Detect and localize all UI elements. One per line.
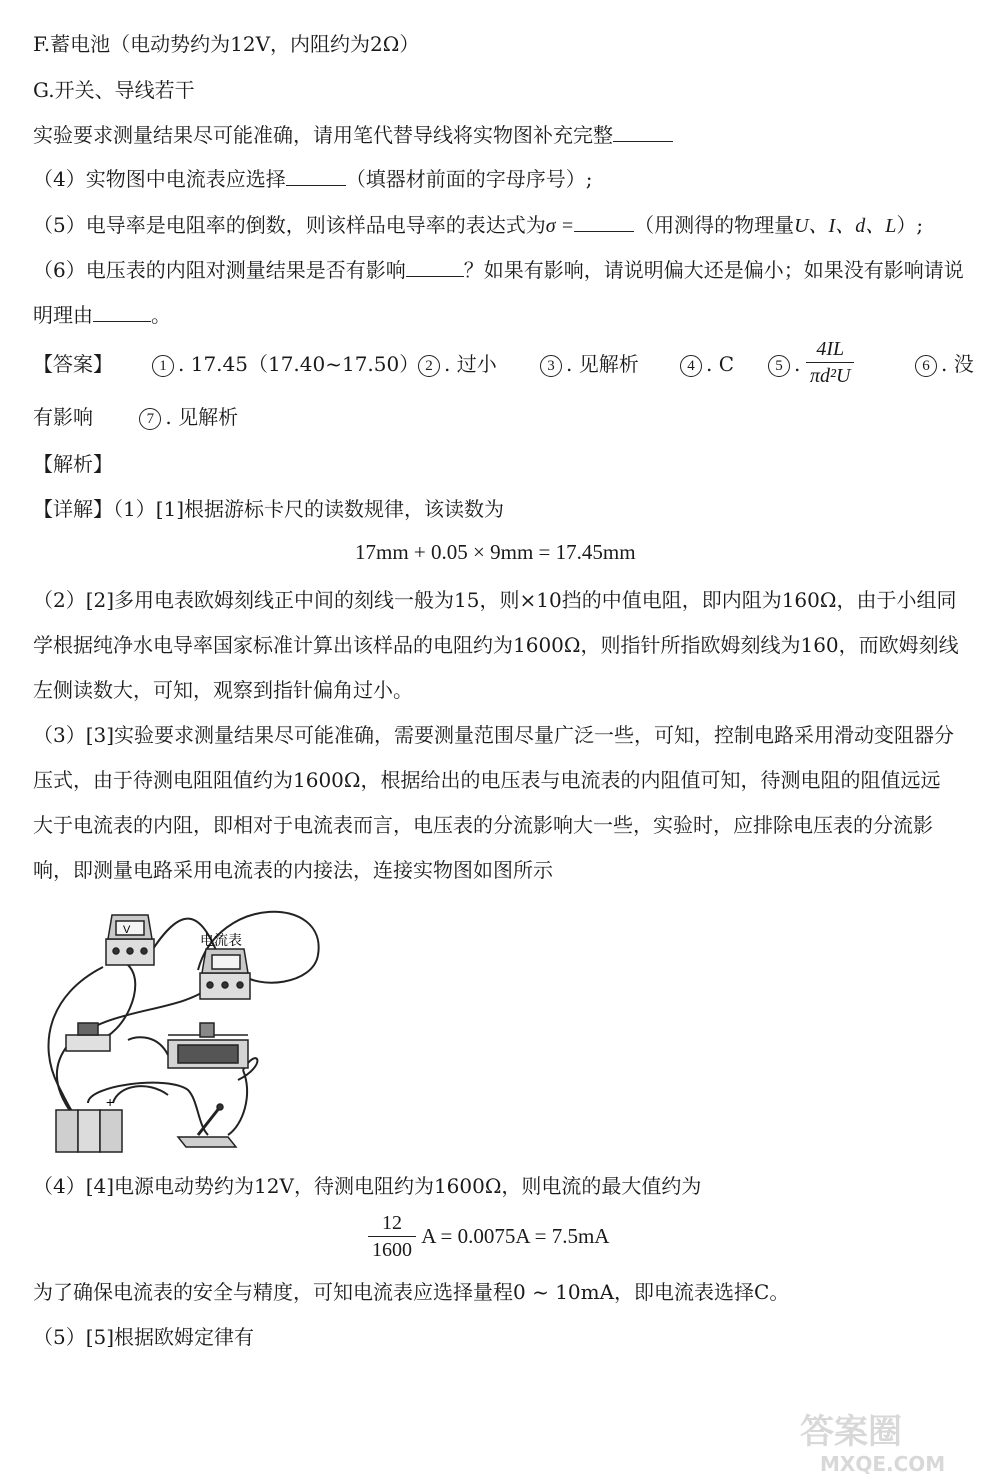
- ammeter-label: 电流表: [200, 933, 242, 949]
- wire: [98, 965, 135, 1040]
- answer-item-5: [768, 350, 800, 378]
- wire: [228, 1070, 247, 1135]
- answer-item-2: [418, 350, 497, 378]
- para-4-line-1: （4）[4]电源电动势约为12V，待测电阻约为1600Ω，则电流的最大值约为: [33, 1174, 702, 1198]
- question-3-text: [33, 121, 673, 149]
- fraction-numerator: 12: [368, 1210, 416, 1237]
- answer-cont-line: [33, 403, 238, 431]
- sigma-symbol: σ =: [545, 215, 575, 237]
- question-5-prompt: （5）电导率是电阻率的倒数，则该样品电导率的表达式为: [33, 213, 546, 237]
- question-4-text: [33, 165, 592, 193]
- para-3-line-1: （3）[3]实验要求测量结果尽可能准确，需要测量范围尽量广泛一些，可知，控制电路采用滑动变阻器分: [33, 723, 955, 747]
- voltmeter-label: V: [123, 924, 131, 936]
- circled-number: 5: [768, 355, 790, 377]
- para-4-line-2: 为了确保电流表的安全与精度，可知电流表应选择量程0 ~ 10mA，即电流表选择C。: [33, 1280, 790, 1304]
- question-5-vars: U、I、d、L: [794, 215, 897, 237]
- question-6-cont: ？如果有影响，请说明偏大还是偏小；如果没有影响请说: [463, 258, 964, 282]
- answer-5-fraction: [806, 336, 854, 389]
- battery-plus-label: +: [106, 1094, 115, 1110]
- question-5-text: [33, 211, 923, 240]
- answer-7-text: . 见解析: [165, 405, 239, 429]
- answer-text: . C: [706, 352, 735, 376]
- option-g: G.开关、导线若干: [33, 78, 195, 102]
- question-6-text: [33, 256, 964, 284]
- watermark-text-top: 答案圈: [800, 1412, 902, 1452]
- detail-intro: 【详解】（1）[1]根据游标卡尺的读数规律，该读数为: [33, 497, 505, 521]
- equation-2: [368, 1210, 609, 1263]
- circuit-diagram: [28, 895, 348, 1160]
- voltmeter-icon: [106, 915, 154, 965]
- answer-blank-3: [613, 121, 673, 142]
- para-2-line-3: 左侧读数大，可知，观察到指针偏角过小。: [33, 678, 413, 702]
- equation-1: 17mm + 0.05 × 9mm = 17.45mm: [355, 540, 636, 564]
- sample-resistor-icon: [66, 1023, 110, 1051]
- answer-blank-6: [406, 256, 464, 277]
- option-f: F.蓄电池（电动势约为12V，内阻约为2Ω）: [33, 32, 420, 56]
- circled-number: 1: [152, 355, 174, 377]
- answer-blank-4: [286, 165, 346, 186]
- circled-number: 6: [915, 355, 937, 377]
- fraction-numerator: 4IL: [806, 336, 854, 363]
- question-5-end: ）;: [896, 213, 924, 237]
- answer-label: 【答案】: [33, 352, 113, 376]
- circled-number: 3: [540, 355, 562, 377]
- question-6-text-2: [33, 301, 171, 329]
- answer-blank-7: [93, 301, 151, 322]
- watermark-text-bottom: MXQE.COM: [820, 1452, 946, 1476]
- para-3-line-4: 响，即测量电路采用电流表的内接法，连接实物图如图所示: [33, 858, 553, 882]
- para-3-line-2: 压式，由于待测电阻阻值约为1600Ω，根据给出的电压表与电流表的内阻值可知，待测电阻的阻值远远: [33, 768, 941, 792]
- question-6-end: 。: [151, 303, 171, 327]
- fraction-denominator: 1600: [372, 1239, 412, 1261]
- question-4-note: （填器材前面的字母序号）;: [345, 167, 593, 191]
- equation-2-rest: A = 0.0075A = 7.5mA: [421, 1224, 610, 1248]
- answer-text: . 没: [941, 352, 974, 376]
- circled-number: 7: [139, 408, 161, 430]
- analysis-label: 【解析】: [33, 452, 113, 476]
- question-4-prompt: （4）实物图中电流表应选择: [33, 167, 286, 191]
- answer-item-4: [680, 350, 734, 378]
- answer-text: .: [794, 352, 801, 376]
- switch-icon: [178, 1104, 236, 1147]
- question-6-prompt: （6）电压表的内阻对测量结果是否有影响: [33, 258, 406, 282]
- answer-item-1: [152, 350, 419, 378]
- para-2-line-2: 学根据纯净水电导率国家标准计算出该样品的电阻约为1600Ω，则指针所指欧姆刻线为160，而欧姆刻线: [33, 633, 959, 657]
- answer-blank-5: [574, 211, 634, 232]
- para-5-line-1: （5）[5]根据欧姆定律有: [33, 1325, 255, 1349]
- ammeter-icon: [200, 949, 250, 999]
- circled-number: 2: [418, 355, 440, 377]
- watermark-logo: [790, 1405, 970, 1477]
- question-6-prompt-2: 明理由: [33, 303, 93, 327]
- answer-item-3: [540, 350, 639, 378]
- answer-text: . 见解析: [566, 352, 639, 376]
- answer-text: . 17.45（17.40~17.50）: [178, 352, 420, 376]
- battery-icon: [56, 1110, 122, 1152]
- answer-text: . 过小: [444, 352, 497, 376]
- para-2-line-1: （2）[2]多用电表欧姆刻线正中间的刻线一般为15，则×10挡的中值电阻，即内阻为160Ω，由于小组同: [33, 588, 957, 612]
- answer-item-6: [915, 350, 974, 378]
- para-3-line-3: 大于电流表的内阻，即相对于电流表而言，电压表的分流影响大一些，实验时，应排除电压表的分流影: [33, 813, 933, 837]
- answer-6-cont: 有影响: [33, 405, 93, 429]
- wire: [113, 1086, 168, 1103]
- fraction-denominator: πd²U: [810, 365, 851, 387]
- question-5-note: （用测得的物理量: [634, 213, 795, 237]
- wire: [128, 1037, 168, 1055]
- question-3-prompt: 实验要求测量结果尽可能准确，请用笔代替导线将实物图补充完整: [33, 123, 613, 147]
- rheostat-icon: [168, 1023, 248, 1068]
- circled-number: 4: [680, 355, 702, 377]
